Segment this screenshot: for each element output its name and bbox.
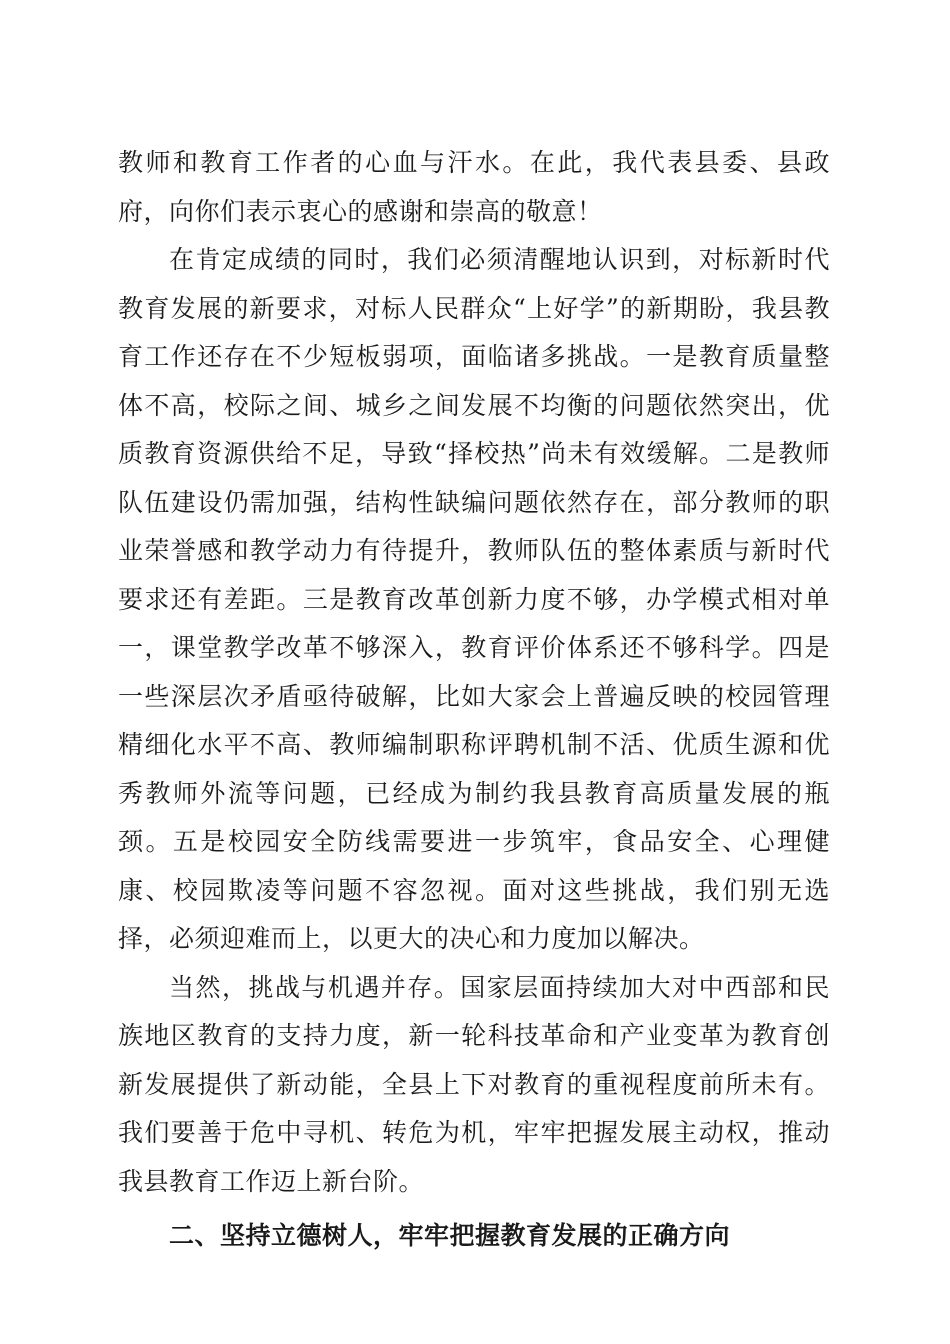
paragraph-continuation: 教师和教育工作者的心血与汗水。在此，我代表县委、县政府，向你们表示衷心的感谢和崇高的敬意！ bbox=[118, 148, 830, 226]
document-body bbox=[118, 139, 830, 1261]
paragraph-challenges: 在肯定成绩的同时，我们必须清醒地认识到，对标新时代教育发展的新要求，对标人民群众“上好学”的新期盼，我县教育工作还存在不少短板弱项，面临诸多挑战。一是教育质量整体不高，校际之间、城乡之间发展不均衡的问题依然突出，优质教育资源供给不足，导致“择校热”尚未有效缓解。二是教师队伍建设仍需加强，结构性缺编问题依然存在，部分教师的职业荣誉感和教学动力有待提升，教师队伍的整体素质与新时代要求还有差距。三是教育改革创新力度不够，办学模式相对单一，课堂教学改革不够深入，教育评价体系还不够科学。四是一些深层次矛盾亟待破解，比如大家会上普遍反映的校园管理精细化水平不高、教师编制职称评聘机制不活、优质生源和优秀教师外流等问题，已经成为制约我县教育高质量发展的瓶颈。五是校园安全防线需要进一步筑牢，食品安全、心理健康、校园欺凌等问题不容忽视。面对这些挑战，我们别无选择，必须迎难而上，以更大的决心和力度加以解决。 bbox=[118, 245, 830, 953]
paragraph-opportunities: 当然，挑战与机遇并存。国家层面持续加大对中西部和民族地区教育的支持力度，新一轮科技革命和产业变革为教育创新发展提供了新动能，全县上下对教育的重视程度前所未有。我们要善于危中寻机、转危为机，牢牢把握发展主动权，推动我县教育工作迈上新台阶。 bbox=[118, 972, 830, 1196]
section-heading: 二、坚持立德树人，牢牢把握教育发展的正确方向 bbox=[169, 1221, 731, 1250]
